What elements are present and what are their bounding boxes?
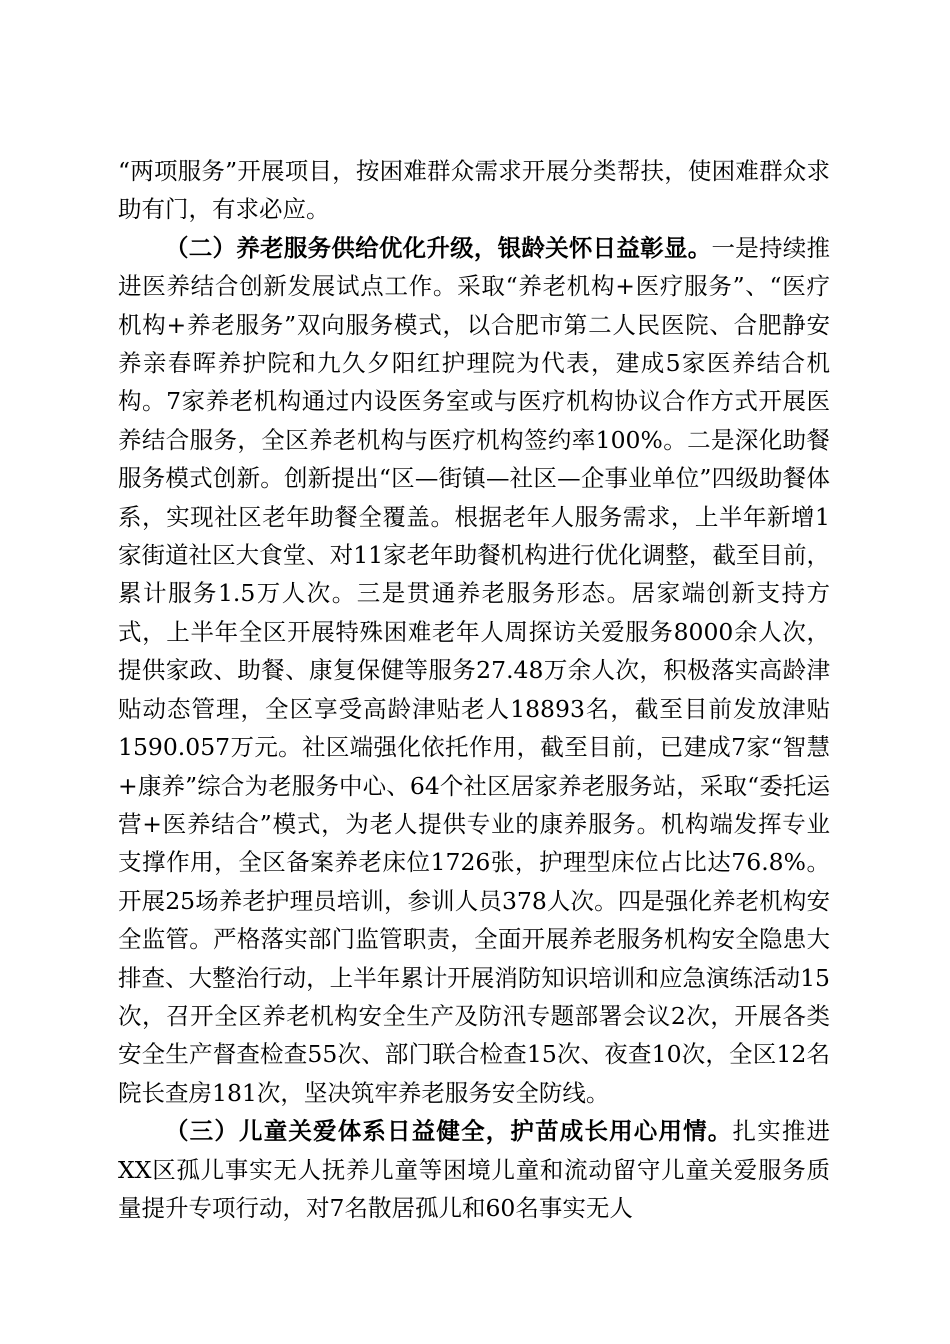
paragraph-text: 扎实推进XX区孤儿事实无人抚养儿童等困境儿童和流动留守儿童关爱服务质量提升专项行动，对7名散居孤儿和60名事实无人 — [118, 1117, 831, 1222]
paragraph-continuation — [118, 152, 830, 229]
section-heading-child-care: （三）儿童关爱体系日益健全，护苗成长用心用情。 — [165, 1117, 733, 1146]
section-heading-elderly-services: （二）养老服务供给优化升级，银龄关怀日益彰显。 — [165, 233, 712, 262]
paragraph-text: “两项服务”开展项目，按困难群众需求开展分类帮扶，使困难群众求助有门，有求必应。 — [118, 157, 830, 224]
paragraph-elderly-services — [118, 229, 830, 1112]
paragraph-text: 一是持续推进医养结合创新发展试点工作。采取“养老机构+医疗服务”、“医疗机构+养老服务”双向服务模式，以合肥市第二人民医院、合肥静安养亲春晖养护院和九久夕阳红护理院为代表，建成5家医养结合机构。7家养老机构通过内设医务室或与医疗机构协议合作方式开展医养结合服务，全区养老机构与医疗机构签约率100%。二是深化助餐服务模式创新。创新提出“区—街镇—社区—企事业单位”四级助餐体系，实现社区老年助餐全覆盖。根据老年人服务需求，上半年新增1家街道社区大食堂、对11家老年助餐机构进行优化调整，截至目前，累计服务1.5万人次。三是贯通养老服务形态。居家端创新支持方式，上半年全区开展特殊困难老年人周探访关爱服务8000余人次，提供家政、助餐、康复保健等服务27.48万余人次，积极落实高龄津贴动态管理，全区享受高龄津贴老人18893名，截至目前发放津贴1590.057万元。社区端强化依托作用，截至目前，已建成7家“智慧+康养”综合为老服务中心、64个社区居家养老服务站，采取“委托运营+医养结合”模式，为老人提供专业的康养服务。机构端发挥专业支撑作用，全区备案养老床位1726张，护理型床位占比达76.8%。开展25场养老护理员培训，参训人员378人次。四是强化养老机构安全监管。严格落实部门监管职责，全面开展养老服务机构安全隐患大排查、大整治行动，上半年累计开展消防知识培训和应急演练活动15次，召开全区养老机构安全生产及防汛专题部署会议2次，开展各类安全生产督查检查55次、部门联合检查15次、夜查10次，全区12名院长查房181次，坚决筑牢养老服务安全防线。 — [118, 233, 831, 1107]
paragraph-child-care — [118, 1112, 830, 1227]
document-body — [118, 152, 830, 1227]
